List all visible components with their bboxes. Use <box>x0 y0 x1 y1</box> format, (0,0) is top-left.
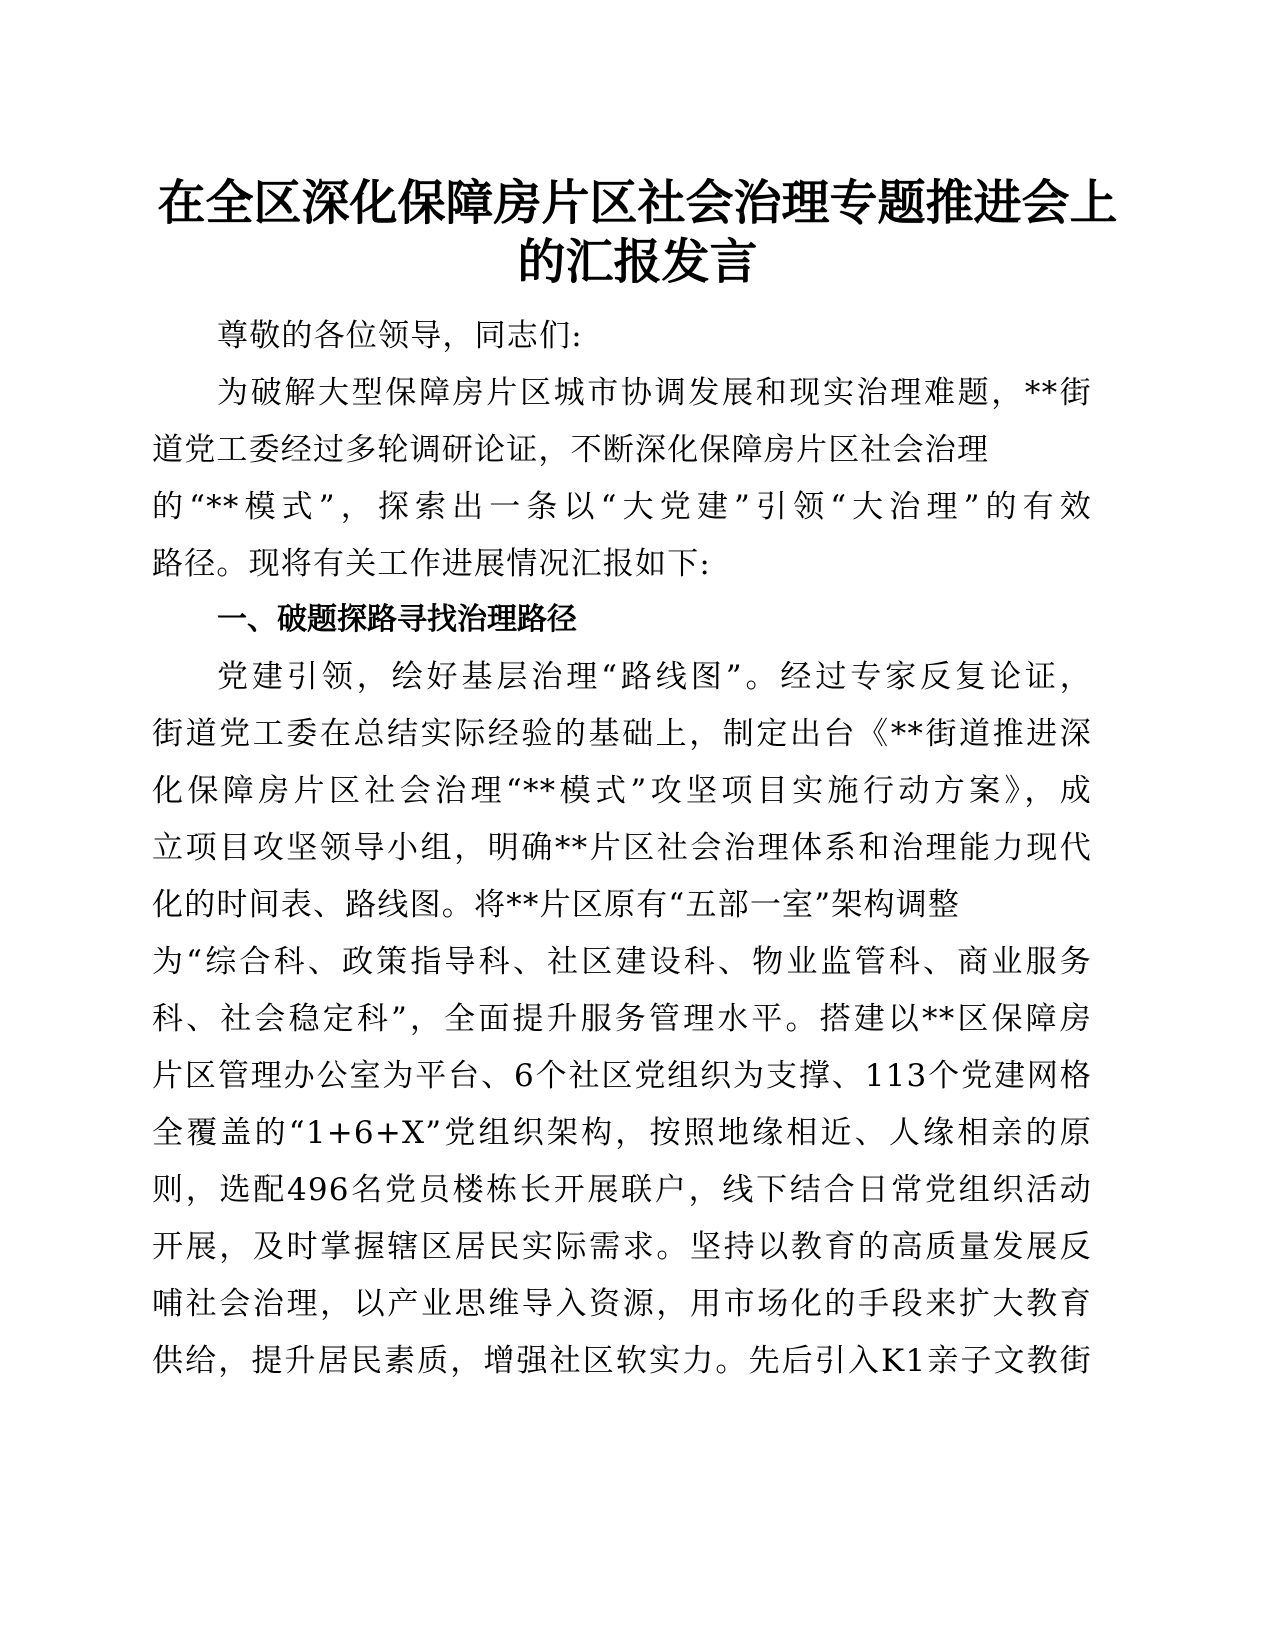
intro-line-4: 路径。现将有关工作进展情况汇报如下: <box>152 546 712 582</box>
section1-line-2: 街道党工委在总结实际经验的基础上，制定出台《**街道推进深 <box>152 716 1092 752</box>
intro-line-2: 道党工委经过多轮调研论证，不断深化保障房片区社会治理 <box>152 432 990 468</box>
section1-line-5: 化的时间表、路线图。将**片区原有“五部一室”架构调整 <box>152 887 961 923</box>
section1-line-12: 哺社会治理，以产业思维导入资源，用市场化的手段来扩大教育 <box>152 1286 1092 1322</box>
section1-line-10: 则，选配496名党员楼栋长开展联户，线下结合日常党组织活动 <box>152 1172 1092 1208</box>
section-heading-1: 一、破题探路寻找治理路径 <box>217 602 577 637</box>
section1-line-6: 为“综合科、政策指导科、社区建设科、物业监管科、商业服务 <box>152 944 1092 980</box>
section1-line-8: 片区管理办公室为平台、6个社区党组织为支撑、113个党建网格 <box>152 1058 1092 1094</box>
section1-line-3: 化保障房片区社会治理“**模式”攻坚项目实施行动方案》，成 <box>152 773 1092 809</box>
document-title-line-2: 的汇报发言 <box>517 234 758 290</box>
section1-line-9: 全覆盖的“1+6+X”党组织架构，按照地缘相近、人缘相亲的原 <box>152 1115 1092 1151</box>
document-title-line-1: 在全区深化保障房片区社会治理专题推进会上 <box>157 175 1118 231</box>
section1-line-13: 供给，提升居民素质，增强社区软实力。先后引入K1亲子文教街 <box>152 1343 1092 1379</box>
section1-line-1: 党建引领，绘好基层治理“路线图”。经过专家反复论证， <box>217 659 1092 695</box>
salutation: 尊敬的各位领导，同志们: <box>217 318 583 354</box>
section1-line-11: 开展，及时掌握辖区居民实际需求。坚持以教育的高质量发展反 <box>152 1229 1092 1265</box>
intro-line-1: 为破解大型保障房片区城市协调发展和现实治理难题，**街 <box>217 375 1092 411</box>
section1-line-7: 科、社会稳定科”，全面提升服务管理水平。搭建以**区保障房 <box>152 1001 1092 1037</box>
intro-line-3: 的“**模式”，探索出一条以“大党建”引领“大治理”的有效 <box>152 489 1092 525</box>
section1-line-4: 立项目攻坚领导小组，明确**片区社会治理体系和治理能力现代 <box>152 830 1092 866</box>
